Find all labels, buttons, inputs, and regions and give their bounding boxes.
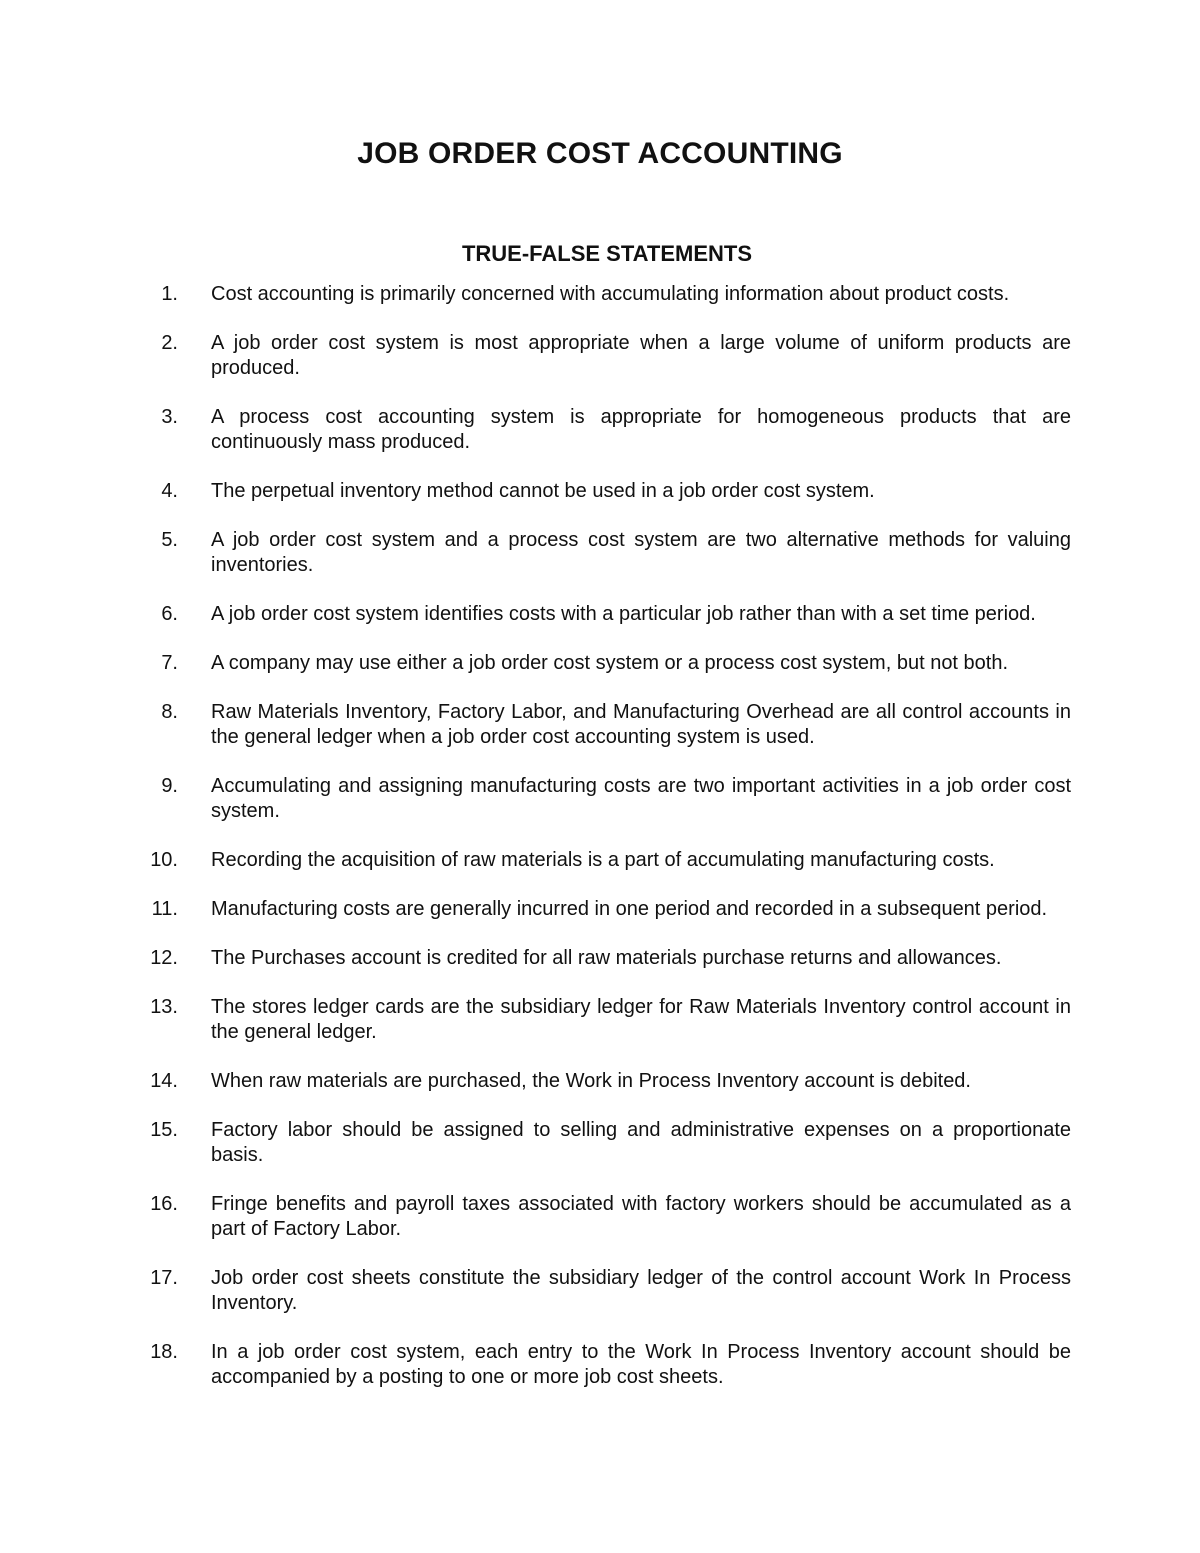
statement-text: A job order cost system and a process cost system are two alternative methods for valuing inventories. bbox=[211, 529, 1071, 576]
statement-text: When raw materials are purchased, the Work in Process Inventory account is debited. bbox=[211, 1070, 971, 1092]
statement-number: 10. bbox=[150, 849, 178, 871]
statement-number: 4. bbox=[161, 480, 178, 502]
statement-item bbox=[0, 282, 1200, 307]
statement-text: A job order cost system identifies costs with a particular job rather than with a set time period. bbox=[211, 603, 1036, 625]
statement-item bbox=[0, 774, 1200, 824]
statement-text: The perpetual inventory method cannot be used in a job order cost system. bbox=[211, 480, 875, 502]
statement-number: 15. bbox=[150, 1119, 178, 1141]
statement-number: 12. bbox=[150, 947, 178, 969]
statement-text: Job order cost sheets constitute the subsidiary ledger of the control account Work In Process Inventory. bbox=[211, 1267, 1071, 1314]
statement-number: 6. bbox=[161, 603, 178, 625]
statement-text: A job order cost system is most appropriate when a large volume of uniform products are produced. bbox=[211, 332, 1071, 379]
statement-text: Fringe benefits and payroll taxes associated with factory workers should be accumulated as a part of Factory Labor. bbox=[211, 1193, 1071, 1240]
statement-item bbox=[0, 946, 1200, 971]
statement-item bbox=[0, 479, 1200, 504]
statement-number: 7. bbox=[161, 652, 178, 674]
statement-text: Raw Materials Inventory, Factory Labor, and Manufacturing Overhead are all control accounts in the general ledger when a job order cost accounting system is used. bbox=[211, 701, 1071, 748]
statement-item bbox=[0, 897, 1200, 922]
statement-number: 8. bbox=[161, 701, 178, 723]
statement-item bbox=[0, 1340, 1200, 1390]
section-heading: TRUE-FALSE STATEMENTS bbox=[461, 241, 753, 266]
statement-item bbox=[0, 700, 1200, 750]
statement-number: 3. bbox=[161, 406, 178, 428]
statement-item bbox=[0, 1192, 1200, 1242]
statement-number: 5. bbox=[161, 529, 178, 551]
statement-item bbox=[0, 848, 1200, 873]
statement-number: 16. bbox=[150, 1193, 178, 1215]
statement-number: 14. bbox=[150, 1070, 178, 1092]
statement-item bbox=[0, 602, 1200, 627]
statement-number: 11. bbox=[151, 898, 178, 920]
statement-item bbox=[0, 1118, 1200, 1168]
statement-number: 1. bbox=[161, 283, 178, 305]
statement-item bbox=[0, 528, 1200, 578]
statement-number: 13. bbox=[150, 996, 178, 1018]
statement-text: The Purchases account is credited for all raw materials purchase returns and allowances. bbox=[211, 947, 1002, 969]
statement-list bbox=[0, 282, 1200, 1414]
statement-text: Manufacturing costs are generally incurred in one period and recorded in a subsequent period. bbox=[211, 898, 1048, 920]
statement-text: Recording the acquisition of raw materials is a part of accumulating manufacturing costs. bbox=[211, 849, 995, 871]
statement-text: A company may use either a job order cost system or a process cost system, but not both. bbox=[211, 652, 1009, 674]
statement-item bbox=[0, 331, 1200, 381]
statement-number: 17. bbox=[150, 1267, 178, 1289]
statement-text: Cost accounting is primarily concerned with accumulating information about product costs. bbox=[211, 283, 1010, 305]
statement-text: Accumulating and assigning manufacturing costs are two important activities in a job order cost system. bbox=[211, 775, 1071, 822]
statement-item bbox=[0, 1069, 1200, 1094]
statement-text: In a job order cost system, each entry to the Work In Process Inventory account should be accompanied by a posting to one or more job cost sheets. bbox=[211, 1341, 1071, 1388]
statement-number: 2. bbox=[161, 332, 178, 354]
statement-text: Factory labor should be assigned to selling and administrative expenses on a proportionate basis. bbox=[211, 1119, 1071, 1166]
statement-text: A process cost accounting system is appropriate for homogeneous products that are continuously mass produced. bbox=[211, 406, 1071, 453]
statement-text: The stores ledger cards are the subsidiary ledger for Raw Materials Inventory control account in the general ledger. bbox=[211, 996, 1071, 1043]
statement-item bbox=[0, 651, 1200, 676]
statement-item bbox=[0, 405, 1200, 455]
statement-number: 18. bbox=[150, 1341, 178, 1363]
statement-number: 9. bbox=[161, 775, 178, 797]
statement-item bbox=[0, 995, 1200, 1045]
document-title: JOB ORDER COST ACCOUNTING bbox=[357, 137, 843, 170]
statement-item bbox=[0, 1266, 1200, 1316]
